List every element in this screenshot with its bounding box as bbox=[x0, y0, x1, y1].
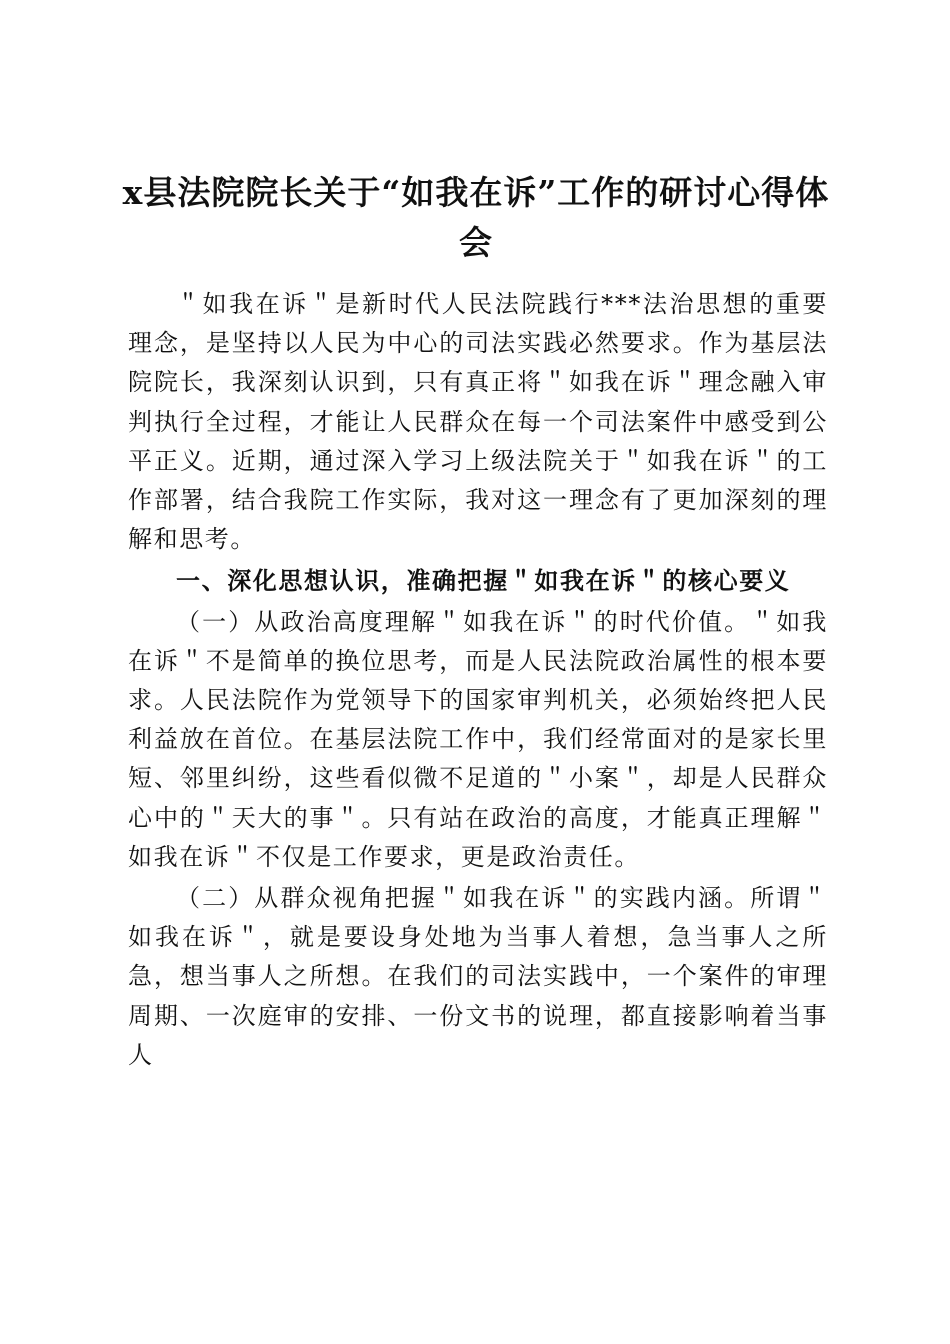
body-paragraph: （一）从政治高度理解＂如我在诉＂的时代价值。＂如我在诉＂不是简单的换位思考，而是人民法院政治属性的根本要求。人民法院作为党领导下的国家审判机关，必须始终把人民利益放在首位。在基层法院工作中，我们经常面对的是家长里短、邻里纠纷，这些看似微不足道的＂小案＂，却是人民群众心中的＂天大的事＂。只有站在政治的高度，才能真正理解＂如我在诉＂不仅是工作要求，更是政治责任。 bbox=[128, 607, 828, 871]
document-title: x县法院院长关于“如我在诉”工作的研讨心得体会 bbox=[122, 173, 830, 262]
section-heading: 一、深化思想认识，准确把握＂如我在诉＂的核心要义 bbox=[176, 566, 791, 596]
body-paragraph: （二）从群众视角把握＂如我在诉＂的实践内涵。所谓＂如我在诉＂，就是要设身处地为当事人着想，急当事人之所急，想当事人之所想。在我们的司法实践中，一个案件的审理周期、一次庭审的安排、一份文书的说理，都直接影响着当事人 bbox=[128, 884, 828, 1069]
intro-paragraph: ＂如我在诉＂是新时代人民法院践行***法治思想的重要理念，是坚持以人民为中心的司法实践必然要求。作为基层法院院长，我深刻认识到，只有真正将＂如我在诉＂理念融入审判执行全过程，才能让人民群众在每一个司法案件中感受到公平正义。近期，通过深入学习上级法院关于＂如我在诉＂的工作部署，结合我院工作实际，我对这一理念有了更加深刻的理解和思考。 bbox=[128, 290, 828, 554]
document-body bbox=[128, 285, 828, 1075]
